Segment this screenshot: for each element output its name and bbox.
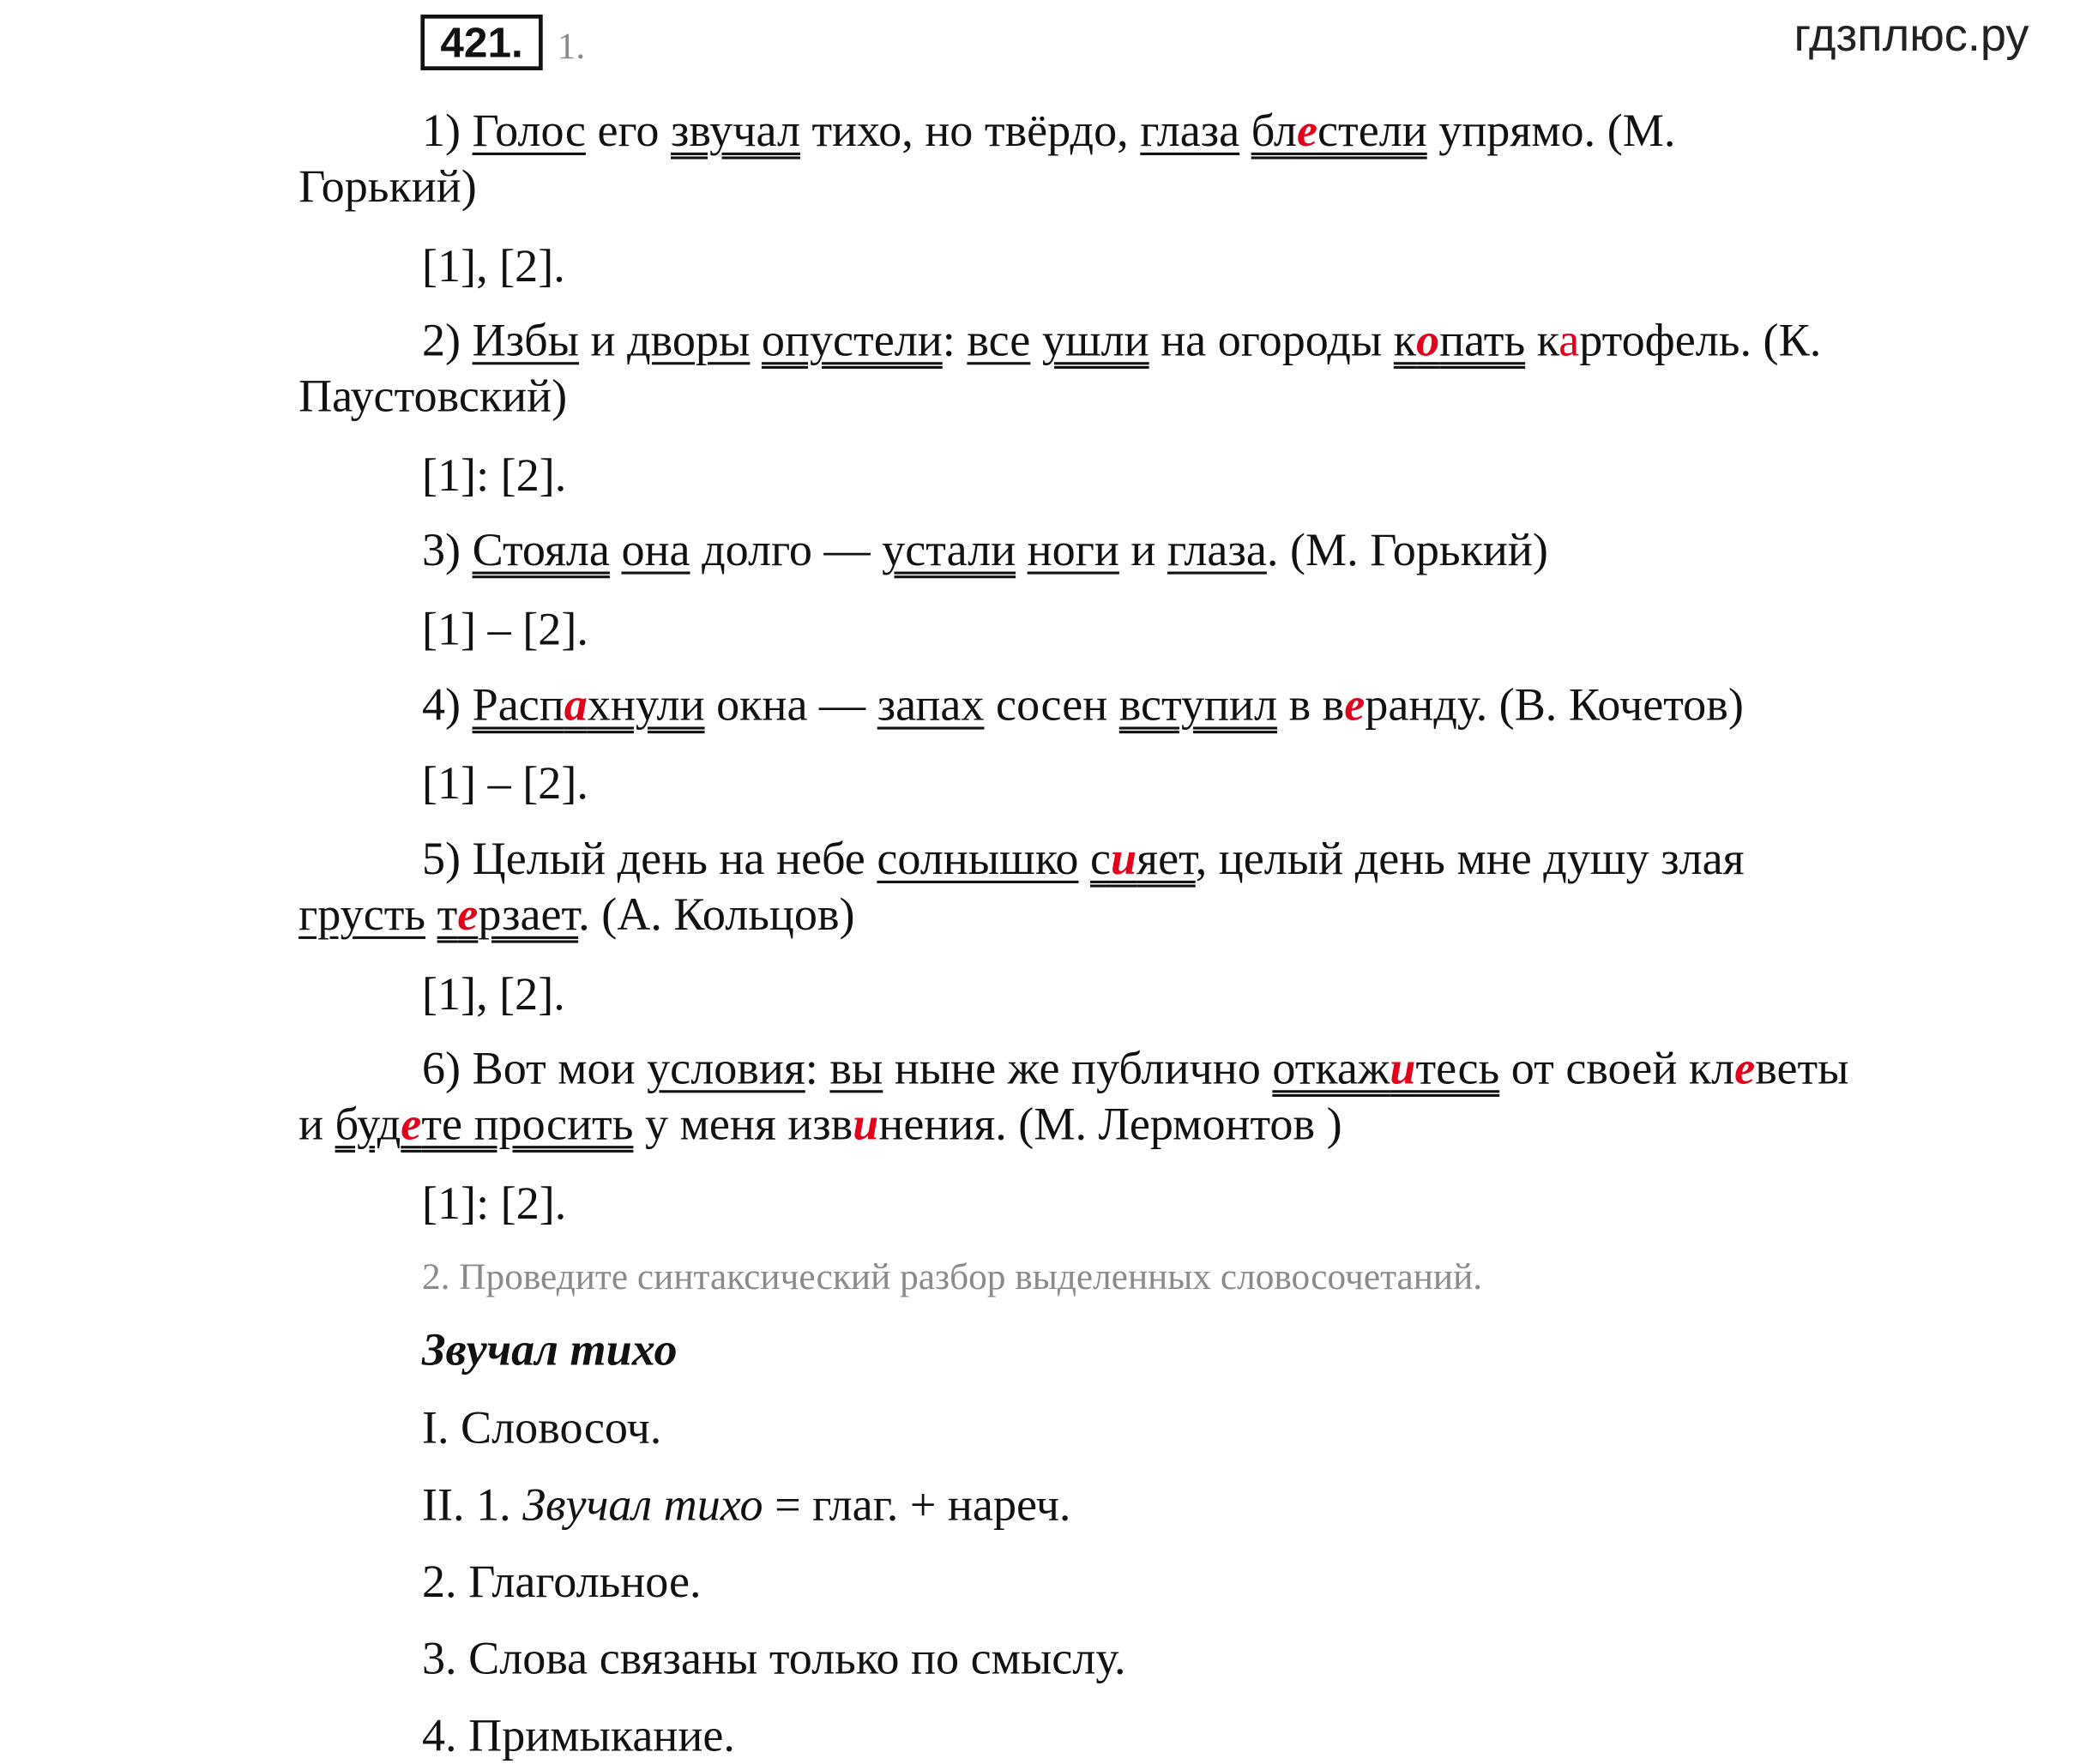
sentence-2-line-1: 2) Избы и дворы опустели: все ушли на огороды копать картофель. (К.: [421, 314, 1822, 366]
sentence-2-line-2: Паустовский): [298, 370, 568, 422]
analysis-item-2: 2. Глагольное.: [421, 1556, 702, 1608]
subject: грусть: [298, 888, 426, 941]
phrase-heading: Звучал тихо: [421, 1323, 678, 1376]
predicate: копать: [1393, 314, 1526, 366]
predicate: вступил: [1118, 678, 1278, 731]
sentence-5-line-2: грусть терзает. (А. Кольцов): [298, 888, 855, 941]
highlighted-letter: и: [853, 1098, 879, 1150]
predicate: сияет: [1090, 833, 1196, 885]
predicate: терзает: [437, 888, 579, 941]
predicate: блестели: [1251, 105, 1427, 157]
subject: запах: [877, 678, 985, 731]
highlighted-letter: а: [1559, 314, 1580, 366]
subject: дворы: [627, 314, 751, 366]
analysis-item-4: 4. Примыкание.: [421, 1709, 735, 1761]
subject: солнышко: [877, 833, 1079, 885]
scheme-5: [1], [2].: [421, 967, 565, 1020]
scheme-6: [1]: [2].: [421, 1177, 567, 1230]
subject: глаза: [1167, 523, 1267, 576]
exercise-number: 421.: [420, 15, 542, 70]
scheme-4: [1] – [2].: [421, 757, 588, 810]
sentence-1-line-2: Горький): [298, 160, 477, 213]
highlighted-letter: и: [1390, 1042, 1416, 1094]
predicate: будете просить: [335, 1098, 634, 1150]
predicate: Стояла: [472, 523, 610, 576]
highlighted-letter: а: [564, 678, 588, 731]
subject: вы: [829, 1042, 883, 1094]
task2-instruction: 2. Проведите синтаксический разбор выделенных словосочетаний.: [421, 1257, 1483, 1299]
highlighted-letter: о: [1416, 314, 1440, 366]
analysis-roman-1: I. Словосоч.: [421, 1401, 662, 1454]
predicate: опустели: [761, 314, 943, 366]
sentence-3: 3) Стояла она долго — устали ноги и глаза. (М. Горький): [421, 523, 1548, 576]
subject: все: [967, 314, 1031, 366]
highlighted-letter: е: [401, 1098, 422, 1150]
sentence-1-line-1: 1) Голос его звучал тихо, но твёрдо, глаза блестели упрямо. (М.: [421, 105, 1676, 157]
sentence-6-line-1: 6) Вот мои условия: вы ныне же публично откажитесь от своей клеветы: [421, 1042, 1849, 1094]
analysis-roman-2: II. 1. Звучал тихо = глаг. + нареч.: [421, 1478, 1071, 1531]
highlighted-letter: е: [1296, 105, 1318, 157]
sentence-5-line-1: 5) Целый день на небе солнышко сияет, целый день мне душу злая: [421, 833, 1745, 885]
subject: Голос: [472, 105, 586, 157]
predicate: устали: [882, 523, 1016, 576]
scheme-1: [1], [2].: [421, 239, 565, 292]
subject: она: [621, 523, 690, 576]
predicate: откажитесь: [1272, 1042, 1500, 1094]
analysis-item-3: 3. Слова связаны только по смыслу.: [421, 1632, 1126, 1685]
part1-label: 1.: [557, 26, 586, 68]
subject: ноги: [1027, 523, 1119, 576]
predicate: ушли: [1041, 314, 1149, 366]
highlighted-letter: е: [1344, 678, 1366, 731]
scheme-2: [1]: [2].: [421, 449, 567, 502]
subject: условия: [647, 1042, 805, 1094]
subject: глаза: [1140, 105, 1240, 157]
highlighted-letter: е: [457, 888, 479, 941]
predicate: Распахнули: [472, 678, 705, 731]
highlighted-letter: и: [1111, 833, 1137, 885]
highlighted-letter: е: [1734, 1042, 1756, 1094]
predicate: звучал: [671, 105, 800, 157]
sentence-6-line-2: и будете просить у меня извинения. (М. Лермонтов ): [298, 1098, 1342, 1150]
watermark: гдзплюс.ру: [1794, 9, 2029, 62]
scheme-3: [1] – [2].: [421, 603, 588, 655]
subject: Избы: [472, 314, 580, 366]
sentence-4: 4) Распахнули окна — запах сосен вступил в веранду. (В. Кочетов): [421, 678, 1744, 731]
